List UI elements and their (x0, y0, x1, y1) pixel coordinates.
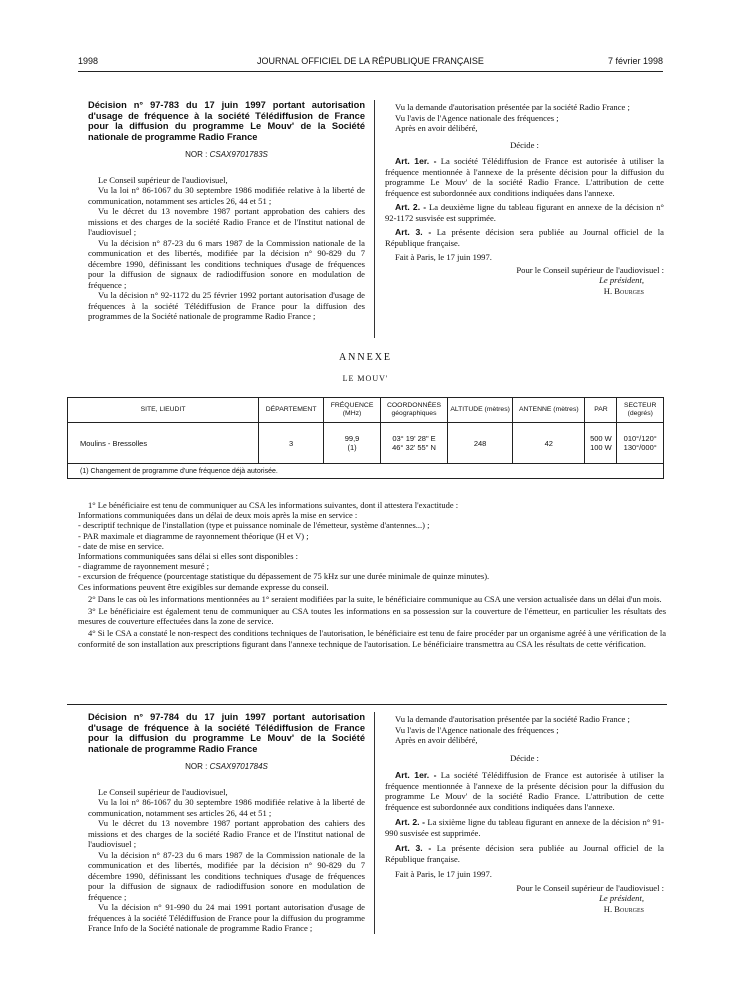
decision2-preamble-5: Vu la demande d'autorisation présentée par la société Radio France ; (395, 714, 630, 724)
decision2-done: Fait à Paris, le 17 juin 1997. (395, 869, 492, 879)
article-text: La sixième ligne du tableau figurant en annexe de la décision n° 91-990 susvisée est supprimée. (385, 817, 664, 838)
annexe-paragraph: - diagramme de rayonnement mesuré ; (78, 561, 209, 572)
decision1-right-column (385, 102, 664, 296)
decision2-preamble-2: Vu le décret du 13 novembre 1987 portant approbation des cahiers des missions et des charges de la société Radio France et de l'Institut national de l'audiovisuel ; (88, 818, 365, 850)
latitude: 46° 32' 55" N (392, 443, 436, 452)
decision1-preamble-7: Après en avoir délibéré, (395, 123, 478, 133)
article-label: Art. 3. - (395, 843, 432, 853)
page-number: 1998 (78, 56, 99, 66)
th-frequence: FRÉQUENCE (MHz) (324, 398, 381, 423)
header-rule (78, 71, 663, 72)
decision1-article-2 (385, 202, 664, 223)
cell-departement: 3 (259, 423, 324, 464)
decision2-decide: Décide : (510, 752, 539, 763)
article-label: Art. 2. - (395, 817, 426, 827)
decision2-preamble-1: Vu la loi n° 86-1067 du 30 septembre 1986 modifiée relative à la liberté de communication, notamment ses articles 26, 44 et 51 ; (88, 797, 365, 818)
annexe-paragraph: Informations communiquées sans délai si elles sont disponibles : (78, 551, 299, 562)
column-divider (374, 100, 375, 338)
article-text: La société Télédiffusion de France est autorisée à utiliser la fréquence mentionnée à l'annexe de la présente décision pour la diffusion du programme Le Mouv' de la société Radio France. L'attribution de cette fréquence est subordonnée aux conditions indiquées dans l'annexe. (385, 156, 664, 198)
cell-antenne: 42 (513, 423, 585, 464)
annexe-title: ANNEXE (338, 352, 393, 363)
longitude: 03° 19' 28" E (392, 434, 436, 443)
decision2-article-2 (385, 817, 664, 838)
nor-label: NOR : (185, 762, 208, 772)
nor-value: CSAX9701783S (209, 150, 268, 160)
decision1-article-1 (385, 156, 664, 198)
issue-date: 7 février 1998 (607, 56, 663, 66)
th-departement: DÉPARTEMENT (259, 398, 324, 423)
decision2-nor (88, 762, 365, 773)
decision1-preamble-5: Vu la demande d'autorisation présentée par la société Radio France ; (395, 102, 630, 112)
annexe-paragraph: - PAR maximale et diagramme de rayonnement théorique (H et V) ; (78, 530, 309, 541)
decision1-preamble-0: Le Conseil supérieur de l'audiovisuel, (98, 174, 228, 185)
decision2-article-3 (385, 843, 664, 864)
decision2-preamble-0: Le Conseil supérieur de l'audiovisuel, (98, 786, 228, 797)
page-header (78, 56, 663, 70)
annexe-paragraph: - descriptif technique de l'installation (type et puissance nominale de l'émetteur, système d'antennes...) ; (78, 520, 430, 531)
decision1-signature-role: Le président, (599, 275, 644, 285)
decision2-left-column (88, 712, 365, 934)
decision1-decide: Décide : (510, 139, 539, 150)
article-label: Art. 2. - (395, 202, 427, 212)
decision1-title: Décision n° 97-783 du 17 juin 1997 portant autorisation d'usage de fréquence à la société Télédiffusion de France pour la diffusion du programme Le Mouv' de la Société nationale de programme Radio France (88, 100, 365, 142)
decision1-preamble-1: Vu la loi n° 86-1067 du 30 septembre 1986 modifiée relative à la liberté de communication, notamment ses articles 26, 44 et 51 ; (88, 185, 365, 206)
decision2-signature-role: Le président, (599, 893, 644, 903)
th-site: SITE, LIEUDIT (68, 398, 259, 423)
decision2-article-1 (385, 770, 664, 812)
decision2-preamble-4: Vu la décision n° 91-990 du 24 mai 1991 portant autorisation d'usage de fréquences à la société Télédiffusion de France pour la diffusion du programme France Info de la Société nationale de programme Radio France ; (88, 902, 365, 934)
secteur-value-2: 130°/000° (623, 443, 657, 452)
article-label: Art. 1er. - (395, 770, 437, 780)
decision2-preamble-7: Après en avoir délibéré, (395, 735, 478, 745)
column-divider (374, 712, 375, 934)
annexe-paragraph: - excursion de fréquence (pourcentage statistique du dépassement de 75 kHz sur une durée minimale de quinze minutes). (78, 571, 490, 582)
nor-value: CSAX9701784S (209, 762, 268, 772)
par-value-1: 500 W (590, 434, 612, 443)
th-secteur: SECTEUR (degrés) (617, 398, 664, 423)
th-altitude: ALTITUDE (mètres) (448, 398, 513, 423)
frequency-table (67, 397, 664, 479)
article-text: La deuxième ligne du tableau figurant en annexe de la décision n° 92-1172 susvisée est supprimée. (385, 202, 664, 223)
th-par: PAR (585, 398, 617, 423)
journal-title: JOURNAL OFFICIEL DE LA RÉPUBLIQUE FRANÇAISE (257, 56, 484, 66)
frequence-value: 99,9 (344, 434, 360, 443)
cell-frequence (324, 423, 381, 464)
annexe-paragraph: - date de mise en service. (78, 540, 164, 551)
annexe-paragraph: 2° Dans le cas où les informations mentionnées au 1° seraient modifiées par la suite, le bénéficiaire communique au CSA une version actualisée dans un délai d'un mois. (88, 593, 662, 604)
article-text: La présente décision sera publiée au Journal officiel de la République française. (385, 843, 664, 864)
article-text: La société Télédiffusion de France est autorisée à utiliser la fréquence mentionnée à l'annexe de la présente décision pour la diffusion du programme Le Mouv' de la société Radio France. L'attribution de cette fréquence est subordonnée aux conditions indiquées dans l'annexe. (385, 770, 664, 812)
cell-site: Moulins - Bressolles (68, 423, 259, 464)
frequence-note: (1) (347, 443, 357, 452)
decision2-right-column (385, 714, 664, 914)
cell-altitude: 248 (448, 423, 513, 464)
decision1-preamble-6: Vu l'avis de l'Agence nationale des fréquences ; (395, 112, 559, 123)
nor-label: NOR : (185, 150, 208, 160)
annexe-paragraph: Ces informations peuvent être exigibles sur demande expresse du conseil. (78, 581, 329, 592)
annexe-subtitle: LE MOUV' (342, 374, 389, 383)
article-label: Art. 1er. - (395, 156, 437, 166)
decision2-preamble-6: Vu l'avis de l'Agence nationale des fréquences ; (395, 724, 559, 735)
decision1-preamble-4: Vu la décision n° 92-1172 du 25 février 1992 portant autorisation d'usage de fréquences à la société Télédiffusion de France pour la diffusion des programmes de la Société nationale de programme Radio France ; (88, 290, 365, 322)
decision2-signature-name: H. Bourges (603, 903, 644, 914)
article-text: La présente décision sera publiée au Journal officiel de la République française. (385, 227, 664, 248)
annexe-conditions (78, 500, 666, 649)
th-antenne: ANTENNE (mètres) (513, 398, 585, 423)
annexe-paragraph: 4° Si le CSA a constaté le non-respect des conditions techniques de l'autorisation, le bénéficiaire est tenu de faire procéder par un organisme agréé à une vérification de la conformité de son installation aux prescriptions figurant dans l'annexe technique de l'autorisation. Le bénéficiaire transmettra au CSA les résultats de cette vérification. (78, 628, 666, 649)
decision1-nor (88, 150, 365, 161)
th-coordonnees: COORDONNÉES géographiques (380, 398, 447, 423)
decision1-signature-intro: Pour le Conseil supérieur de l'audiovisuel : (516, 264, 664, 275)
section-separator (67, 704, 667, 705)
table-header-row (68, 398, 664, 423)
table-note: (1) Changement de programme d'une fréquence déjà autorisée. (68, 464, 664, 479)
secteur-value-1: 010°/120° (623, 434, 657, 443)
decision1-preamble-2: Vu le décret du 13 novembre 1987 portant approbation des cahiers des missions et des charges de la société Radio France et de l'Institut national de l'audiovisuel ; (88, 206, 365, 238)
annexe-paragraph: 1° Le bénéficiaire est tenu de communiquer au CSA les informations suivantes, dont il attestera l'exactitude : (88, 500, 459, 510)
cell-par (585, 423, 617, 464)
cell-coordonnees (380, 423, 447, 464)
decision1-done: Fait à Paris, le 17 juin 1997. (395, 252, 492, 262)
decision1-preamble-3: Vu la décision n° 87-23 du 6 mars 1987 de la Commission nationale de la communication et des libertés, modifiée par la décision n° 90-829 du 7 décembre 1990, définissant les conditions techniques d'usage de fréquences pour la diffusion de signaux de radiodiffusion sonore en modulation de fréquence ; (88, 237, 365, 290)
decision1-left-column (88, 100, 365, 322)
decision1-signature-name: H. Bourges (603, 285, 644, 296)
decision2-signature-intro: Pour le Conseil supérieur de l'audiovisuel : (516, 882, 664, 893)
table-note-row (68, 464, 664, 479)
decision2-preamble-3: Vu la décision n° 87-23 du 6 mars 1987 de la Commission nationale de la communication et des libertés, modifiée par la décision n° 90-829 du 7 décembre 1990, définissant les conditions techniques d'usage de fréquences pour la diffusion de signaux de radiodiffusion sonore en modulation de fréquence ; (88, 849, 365, 902)
decision1-article-3 (385, 227, 664, 248)
article-label: Art. 3. - (395, 227, 432, 237)
par-value-2: 100 W (590, 443, 612, 452)
annexe-paragraph: Informations communiquées dans un délai de deux mois après la mise en service : (78, 510, 358, 521)
decision2-title: Décision n° 97-784 du 17 juin 1997 portant autorisation d'usage de fréquence à la société Télédiffusion de France pour la diffusion du programme Le Mouv' de la Société nationale de programme Radio France (88, 712, 365, 754)
cell-secteur (617, 423, 664, 464)
annexe-paragraph: 3° Le bénéficiaire est également tenu de communiquer au CSA toutes les informations en sa possession sur la couverture de l'émetteur, en particulier les résultats des mesures de couverture effectuées dans la zone de service. (78, 606, 666, 627)
table-row (68, 423, 664, 464)
